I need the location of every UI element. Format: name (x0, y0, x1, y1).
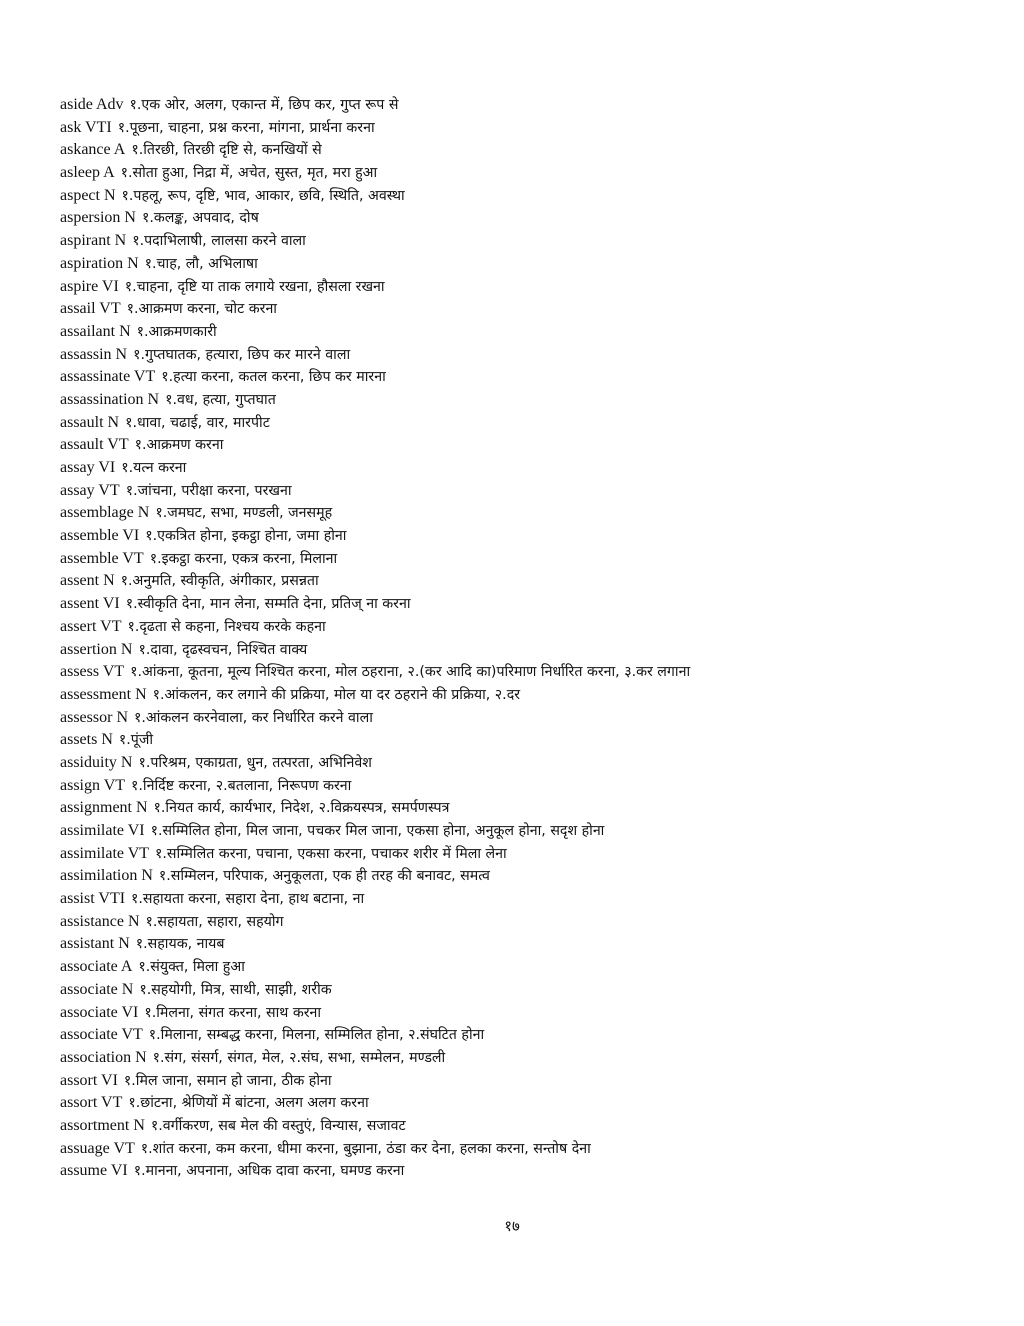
definition: १.जमघट, सभा, मण्डली, जनसमूह (155, 505, 333, 522)
headword: assault VT (60, 436, 129, 454)
dictionary-entry (60, 796, 960, 819)
definition: १.वध, हत्या, गुप्तघात (165, 391, 276, 408)
dictionary-entry (60, 1046, 960, 1069)
definition: १.मानना, अपनाना, अधिक दावा करना, घमण्ड करना (133, 1163, 405, 1180)
definition: १.सम्मिलन, परिपाक, अनुकूलता, एक ही तरह की बनावट, समत्व (158, 868, 490, 885)
definition: १.सहायता, सहारा, सहयोग (145, 913, 284, 930)
dictionary-entry (60, 547, 960, 570)
dictionary-entry (60, 1137, 960, 1160)
headword: asleep A (60, 164, 115, 182)
definition: १.तिरछी, तिरछी दृष्टि से, कनखियों से (131, 142, 322, 159)
definition: १.चाहना, दृष्टि या ताक लगाये रखना, हौसला रखना (124, 278, 385, 295)
definition: १.कलङ्क, अपवाद, दोष (141, 210, 259, 227)
headword: assail VT (60, 300, 121, 318)
headword: assignment N (60, 799, 148, 817)
headword: assuage VT (60, 1139, 135, 1157)
definition: १.अनुमति, स्वीकृति, अंगीकार, प्रसन्नता (120, 573, 319, 590)
definition: १.पूंजी (118, 732, 154, 749)
definition: १.दावा, दृढस्वचन, निश्चित वाक्य (138, 641, 308, 658)
headword: assort VI (60, 1071, 118, 1089)
definition: १.आक्रमणकारी (136, 323, 217, 340)
dictionary-entry (60, 433, 960, 456)
headword: assemble VT (60, 549, 144, 567)
headword: associate VT (60, 1026, 143, 1044)
definition: १.दृढता से कहना, निश्चय करके कहना (127, 618, 326, 635)
headword: aspire VI (60, 277, 119, 295)
dictionary-entry (60, 592, 960, 615)
dictionary-entry (60, 229, 960, 252)
dictionary-entry (60, 1069, 960, 1092)
dictionary-entry (60, 411, 960, 434)
headword: assessor N (60, 708, 128, 726)
dictionary-entry (60, 910, 960, 933)
dictionary-entry (60, 1091, 960, 1114)
headword: assault N (60, 413, 120, 431)
definition: १.पूछना, चाहना, प्रश्न करना, मांगना, प्रार्थना करना (117, 119, 375, 136)
dictionary-entry (60, 932, 960, 955)
headword: association N (60, 1048, 147, 1066)
entry-list (60, 93, 960, 1182)
dictionary-entry (60, 501, 960, 524)
headword: assume VI (60, 1162, 128, 1180)
dictionary-entry (60, 774, 960, 797)
dictionary-entry (60, 320, 960, 343)
dictionary-entry (60, 1023, 960, 1046)
dictionary-entry (60, 116, 960, 139)
definition: १.सहयोगी, मित्र, साथी, साझी, शरीक (139, 981, 332, 998)
dictionary-entry (60, 819, 960, 842)
definition: १.नियत कार्य, कार्यभार, निदेश, २.विक्रयस्पत्र, समर्पणस्पत्र (153, 800, 450, 817)
definition: १.स्वीकृति देना, मान लेना, सम्मति देना, प्रतिज् ना करना (125, 596, 411, 613)
dictionary-entry (60, 728, 960, 751)
dictionary-entry (60, 297, 960, 320)
headword: assassination N (60, 390, 160, 408)
headword: aspirant N (60, 232, 127, 250)
definition: १.सहायक, नायब (135, 936, 225, 953)
definition: १.सम्मिलित होना, मिल जाना, पचकर मिल जाना, एकसा होना, अनुकूल होना, सदृश होना (150, 823, 605, 839)
definition: १.धावा, चढाई, वार, मारपीट (125, 414, 270, 431)
page-number: १७ (504, 1217, 520, 1235)
definition: १.संग, संसर्ग, संगत, मेल, २.संघ, सभा, सम्मेलन, मण्डली (152, 1049, 446, 1066)
headword: assay VI (60, 459, 116, 476)
definition: १.सम्मिलित करना, पचाना, एकसा करना, पचाकर शरीर में मिला लेना (155, 845, 507, 862)
headword: assess VT (60, 663, 125, 681)
dictionary-entry (60, 751, 960, 774)
definition: १.मिल जाना, समान हो जाना, ठीक होना (123, 1072, 332, 1089)
definition: १.एक ओर, अलग, एकान्त में, छिप कर, गुप्त रूप से (129, 97, 399, 113)
dictionary-entry (60, 479, 960, 502)
definition: १.आंकलन, कर लगाने की प्रक्रिया, मोल या दर ठहराने की प्रक्रिया, २.दर (152, 686, 521, 703)
dictionary-entry (60, 252, 960, 275)
definition: १.हत्या करना, कतल करना, छिप कर मारना (161, 369, 386, 386)
headword: assist VTI (60, 890, 126, 908)
headword: associate VI (60, 1003, 139, 1021)
headword: assemblage N (60, 504, 150, 522)
dictionary-entry (60, 864, 960, 887)
definition: १.आंकना, कूतना, मूल्य निश्चित करना, मोल ठहराना, २.(कर आदि का)परिमाण निर्धारित करना, ३.कर लगाना (130, 664, 691, 681)
dictionary-entry (60, 1159, 960, 1182)
headword: aspect N (60, 186, 116, 204)
headword: assimilate VT (60, 844, 150, 862)
dictionary-entry (60, 206, 960, 229)
dictionary-entry (60, 615, 960, 638)
dictionary-entry (60, 660, 960, 683)
headword: assiduity N (60, 753, 133, 771)
definition: १.आक्रमण करना, चोट करना (126, 301, 277, 318)
headword: assimilation N (60, 867, 153, 885)
definition: १.वर्गीकरण, सब मेल की वस्तुएं, विन्यास, सजावट (150, 1117, 406, 1134)
headword: assailant N (60, 322, 131, 340)
dictionary-entry (60, 93, 960, 116)
headword: assent VI (60, 595, 120, 613)
headword: assortment N (60, 1116, 145, 1134)
headword: assistance N (60, 912, 140, 930)
headword: assimilate VI (60, 822, 145, 839)
headword: assistant N (60, 935, 130, 953)
definition: १.आक्रमण करना (134, 437, 224, 454)
definition: १.चाह, लौ, अभिलाषा (144, 255, 258, 272)
headword: aside Adv (60, 96, 124, 113)
definition: १.पदाभिलाषी, लालसा करने वाला (132, 233, 306, 250)
definition: १.इकट्ठा करना, एकत्र करना, मिलाना (149, 550, 338, 567)
headword: askance A (60, 141, 126, 159)
dictionary-entry (60, 1114, 960, 1137)
dictionary-entry (60, 275, 960, 298)
dictionary-entry (60, 706, 960, 729)
definition: १.जांचना, परीक्षा करना, परखना (125, 482, 292, 499)
definition: १.संयुक्त, मिला हुआ (138, 959, 245, 976)
dictionary-entry (60, 1001, 960, 1024)
headword: assort VT (60, 1094, 123, 1112)
definition: १.निर्दिष्ट करना, २.बतलाना, निरूपण करना (131, 777, 352, 794)
headword: assassinate VT (60, 368, 156, 386)
headword: assemble VI (60, 527, 140, 545)
dictionary-entry (60, 138, 960, 161)
dictionary-entry (60, 887, 960, 910)
dictionary-entry (60, 184, 960, 207)
headword: assert VT (60, 617, 122, 635)
headword: ask VTI (60, 118, 112, 136)
dictionary-entry (60, 638, 960, 661)
dictionary-entry (60, 388, 960, 411)
definition: १.शांत करना, कम करना, धीमा करना, बुझाना, ठंडा कर देना, हलका करना, सन्तोष देना (140, 1140, 591, 1157)
dictionary-entry (60, 161, 960, 184)
headword: assassin N (60, 345, 128, 363)
dictionary-entry (60, 955, 960, 978)
definition: १.छांटना, श्रेणियों में बांटना, अलग अलग करना (128, 1095, 369, 1112)
dictionary-entry (60, 524, 960, 547)
dictionary-entry (60, 978, 960, 1001)
dictionary-entry (60, 569, 960, 592)
headword: assent N (60, 572, 115, 590)
definition: १.आंकलन करनेवाला, कर निर्धारित करने वाला (134, 709, 373, 726)
dictionary-entry (60, 842, 960, 865)
headword: assign VT (60, 776, 126, 794)
definition: १.मिलना, संगत करना, साथ करना (144, 1004, 322, 1021)
dictionary-entry (60, 456, 960, 479)
definition: १.एकत्रित होना, इकट्ठा होना, जमा होना (145, 528, 347, 545)
definition: १.पहलू, रूप, दृष्टि, भाव, आकार, छवि, स्थिति, अवस्था (121, 187, 405, 204)
headword: associate N (60, 980, 134, 998)
headword: assets N (60, 731, 113, 749)
dictionary-entry (60, 343, 960, 366)
headword: aspiration N (60, 254, 139, 272)
definition: १.सोता हुआ, निद्रा में, अचेत, सुस्त, मृत, मरा हुआ (120, 165, 378, 182)
definition: १.मिलाना, सम्बद्ध करना, मिलना, सम्मिलित होना, २.संघटित होना (148, 1027, 485, 1044)
definition: १.गुप्तघातक, हत्यारा, छिप कर मारने वाला (133, 346, 351, 363)
headword: assertion N (60, 640, 133, 658)
dictionary-entry (60, 365, 960, 388)
headword: associate A (60, 958, 133, 976)
headword: assay VT (60, 481, 120, 499)
definition: १.परिश्रम, एकाग्रता, धुन, तत्परता, अभिनिवेश (138, 754, 372, 771)
dictionary-entry (60, 683, 960, 706)
definition: १.यत्न करना (121, 460, 187, 476)
definition: १.सहायता करना, सहारा देना, हाथ बटाना, ना (131, 891, 365, 908)
headword: assessment N (60, 685, 147, 703)
headword: aspersion N (60, 209, 136, 227)
